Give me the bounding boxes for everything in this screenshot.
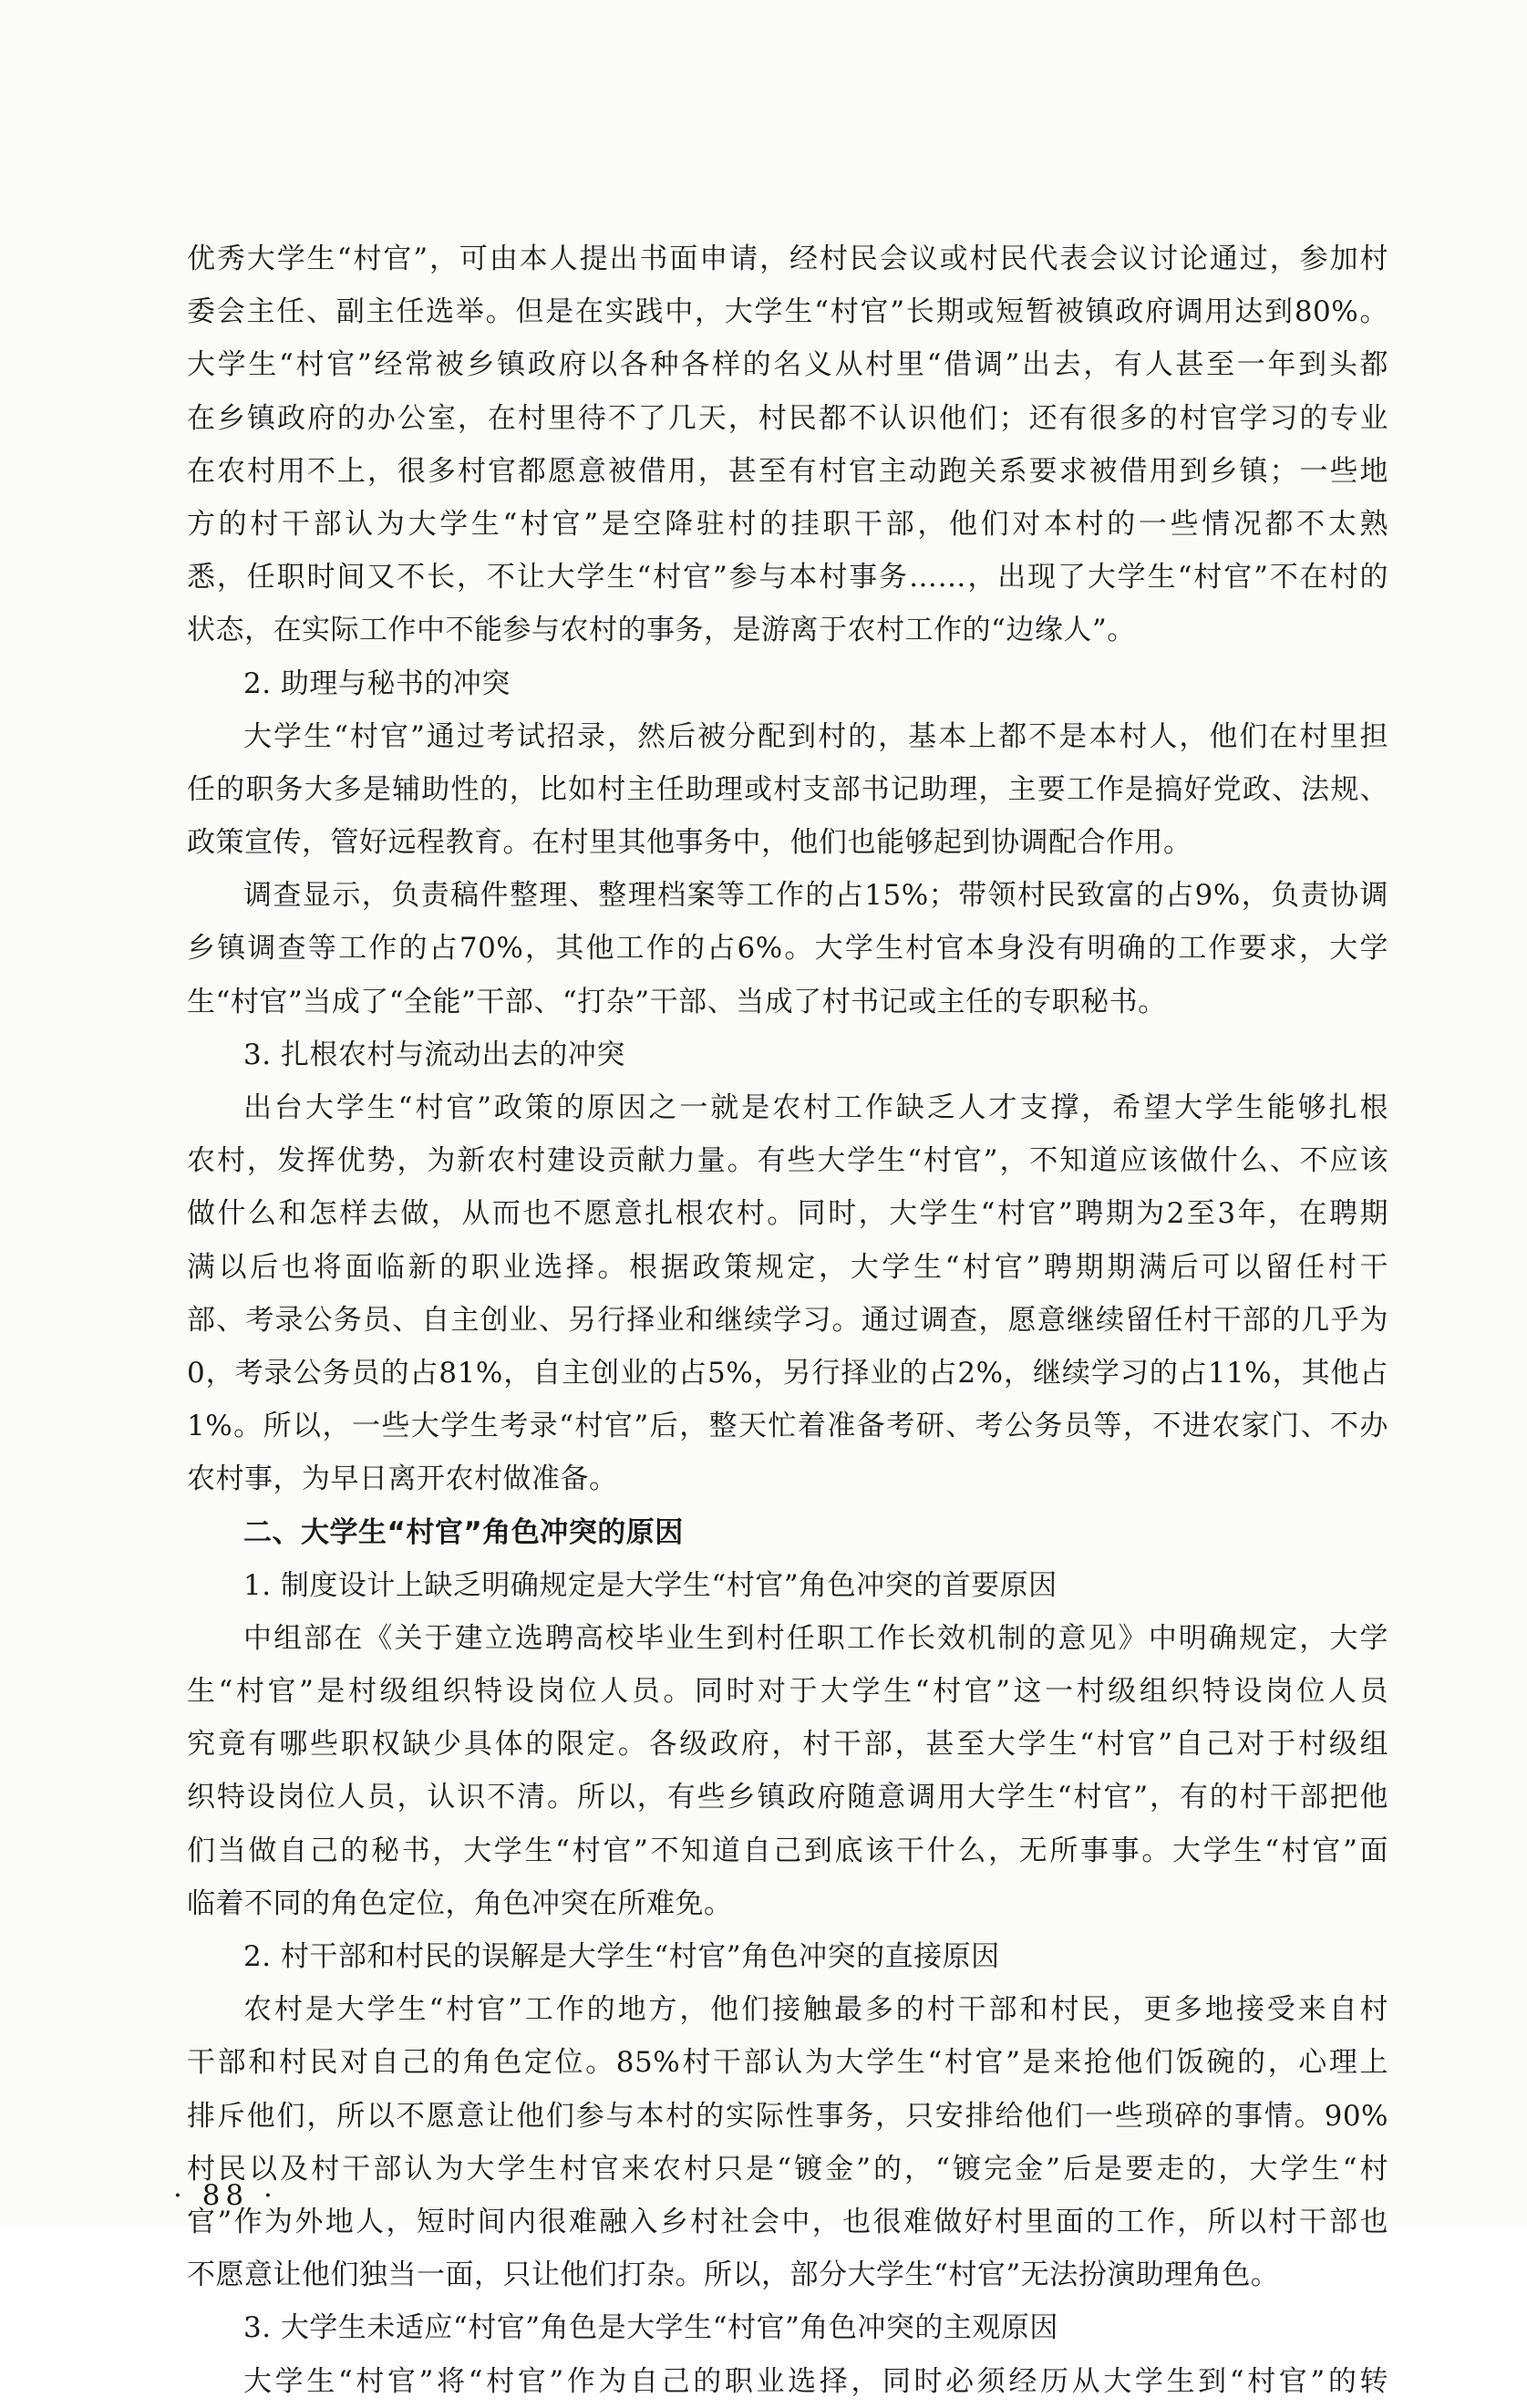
section-heading: 二、大学生“村官”角色冲突的原因 (243, 1515, 684, 1549)
page-number: · 88 · (173, 2179, 278, 2212)
subsection-heading: 3. 扎根农村与流动出去的冲突 (243, 1038, 625, 1071)
text-line: 调查显示，负责稿件整理、整理档案等工作的占15%；带领村民致富的占9%，负责协调 (243, 879, 1388, 913)
text-line: 出台大学生“村官”政策的原因之一就是农村工作缺乏人才支撑，希望大学生能够扎根 (243, 1091, 1388, 1124)
text-line: 在乡镇政府的办公室，在村里待不了几天，村民都不认识他们；还有很多的村官学习的专业 (187, 401, 1388, 435)
text-line: 方的村干部认为大学生“村官”是空降驻村的挂职干部，他们对本村的一些情况都不太熟 (187, 507, 1388, 541)
text-line: 农村事，为早日离开农村做准备。 (187, 1462, 618, 1496)
text-line: 乡镇调查等工作的占70%，其他工作的占6%。大学生村官本身没有明确的工作要求，大学 (187, 932, 1388, 966)
text-line: 状态，在实际工作中不能参与农村的事务，是游离于农村工作的“边缘人”。 (187, 614, 1136, 647)
text-line: 部、考录公务员、自主创业、另行择业和继续学习。通过调查，愿意继续留任村干部的几乎为 (187, 1303, 1388, 1337)
text-line: 干部和村民对自己的角色定位。85%村干部认为大学生“村官”是来抢他们饭碗的，心理上 (187, 2046, 1388, 2080)
text-line: 排斥他们，所以不愿意让他们参与本村的实际性事务，只安排给他们一些琐碎的事情。90% (187, 2099, 1388, 2133)
text-line: 究竟有哪些职权缺少具体的限定。各级政府，村干部，甚至大学生“村官”自己对于村级组 (187, 1728, 1388, 1762)
text-line: 悉，任职时间又不长，不让大学生“村官”参与本村事务……，出现了大学生“村官”不在村的 (187, 561, 1388, 594)
text-line: 1%。所以，一些大学生考录“村官”后，整天忙着准备考研、考公务员等，不进农家门、不办 (187, 1410, 1388, 1443)
text-line: 生“村官”当成了“全能”干部、“打杂”干部、当成了村书记或主任的专职秘书。 (187, 985, 1167, 1018)
subsection-heading: 2. 村干部和村民的误解是大学生“村官”角色冲突的直接原因 (243, 1940, 1000, 1973)
text-line: 满以后也将面临新的职业选择。根据政策规定，大学生“村官”聘期期满后可以留任村干 (187, 1250, 1388, 1284)
text-line: 大学生“村官”将“村官”作为自己的职业选择，同时必须经历从大学生到“村官”的转 (243, 2364, 1388, 2398)
text-line: 中组部在《关于建立选聘高校毕业生到村任职工作长效机制的意见》中明确规定，大学 (243, 1621, 1388, 1655)
text-line: 大学生“村官”经常被乡镇政府以各种各样的名义从村里“借调”出去，有人甚至一年到头都 (187, 348, 1388, 382)
body-text (187, 233, 1388, 2408)
text-line: 大学生“村官”通过考试招录，然后被分配到村的，基本上都不是本村人，他们在村里担 (243, 719, 1388, 753)
text-line: 做什么和怎样去做，从而也不愿意扎根农村。同时，大学生“村官”聘期为2至3年，在聘期 (187, 1197, 1388, 1231)
text-line: 临着不同的角色定位，角色冲突在所难免。 (187, 1886, 733, 1920)
subsection-heading: 3. 大学生未适应“村官”角色是大学生“村官”角色冲突的主观原因 (243, 2311, 1058, 2345)
text-line: 官”作为外地人，短时间内很难融入乡村社会中，也很难做好村里面的工作，所以村干部也 (187, 2205, 1388, 2238)
text-line: 织特设岗位人员，认识不清。所以，有些乡镇政府随意调用大学生“村官”，有的村干部把他 (187, 1781, 1388, 1814)
text-line: 在农村用不上，很多村官都愿意被借用，甚至有村官主动跑关系要求被借用到乡镇；一些地 (187, 454, 1388, 488)
text-line: 0，考录公务员的占81%，自主创业的占5%，另行择业的占2%，继续学习的占11%，其他占 (187, 1356, 1388, 1390)
text-line: 们当做自己的秘书，大学生“村官”不知道自己到底该干什么，无所事事。大学生“村官”面 (187, 1834, 1388, 1867)
text-line: 任的职务大多是辅助性的，比如村主任助理或村支部书记助理，主要工作是搞好党政、法规、 (187, 772, 1388, 806)
text-line: 委会主任、副主任选举。但是在实践中，大学生“村官”长期或短暂被镇政府调用达到80%。 (187, 295, 1388, 329)
text-line: 优秀大学生“村官”，可由本人提出书面申请，经村民会议或村民代表会议讨论通过，参加村 (187, 243, 1388, 275)
text-line: 农村是大学生“村官”工作的地方，他们接触最多的村干部和村民，更多地接受来自村 (243, 1993, 1388, 2027)
subsection-heading: 1. 制度设计上缺乏明确规定是大学生“村官”角色冲突的首要原因 (243, 1568, 1058, 1602)
text-line: 农村，发挥优势，为新农村建设贡献力量。有些大学生“村官”，不知道应该做什么、不应该 (187, 1144, 1388, 1178)
text-line: 村民以及村干部认为大学生村官来农村只是“镀金”的，“镀完金”后是要走的，大学生“村 (187, 2152, 1388, 2186)
subsection-heading: 2. 助理与秘书的冲突 (243, 667, 511, 700)
text-line: 生“村官”是村级组织特设岗位人员。同时对于大学生“村官”这一村级组织特设岗位人员 (187, 1675, 1388, 1709)
text-line: 政策宣传，管好远程教育。在村里其他事务中，他们也能够起到协调配合作用。 (187, 826, 1192, 860)
text-line: 不愿意让他们独当一面，只让他们打杂。所以，部分大学生“村官”无法扮演助理角色。 (187, 2258, 1280, 2292)
